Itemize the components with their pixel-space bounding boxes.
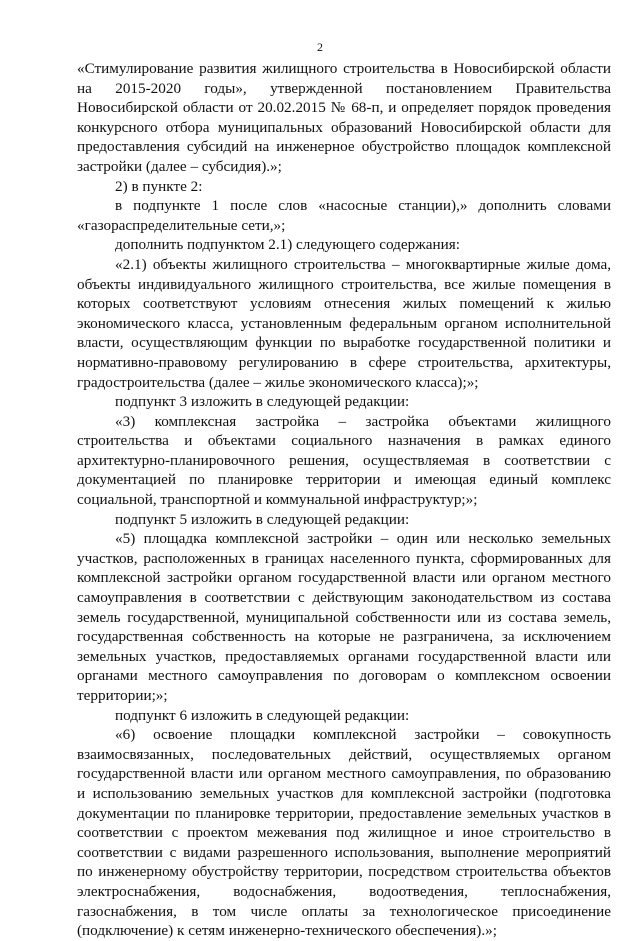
paragraph-subitem-2-1-text: «2.1) объекты жилищного строительства – многоквартирные жилые дома, объекты индивидуального жилищного строительства, все жилые помещения в которых соответствуют условиям отнесения жилых помещений к жилью экономического класса, установленным федеральным органом исполнительной власти, осуществляющим функции по выработке государственной политики и нормативно-правовому регулированию в сфере строительства, архитектуры, градостроительства (далее – жилье экономического класса);»; [77, 255, 611, 391]
paragraph-subitem-3-heading: подпункт 3 изложить в следующей редакции: [115, 393, 410, 411]
page-number: 2 [317, 40, 323, 54]
paragraph-subitem-5-text: «5) площадка комплексной застройки – один или несколько земельных участков, расположенных в границах населенного пункта, сформированных для комплексной застройки органом государственной власти или органом местного самоуправления в соответствии с действующим законодательством из состава земель государственной, муниципальной собственности или из состава земель, государственная собственность на которые не разграничена, за исключением земельных участков, предоставляемых органами государственной власти или органами местного самоуправления по договорам о комплексном освоении территории;»; [77, 530, 611, 704]
paragraph-subitem-6-text: «6) освоение площадки комплексной застройки – совокупность взаимосвязанных, последовательных действий, осуществляемых органом государственной власти или органом местного самоуправления, по образованию и использованию земельных участков для комплексной застройки (подготовка документации по планировке территории, предоставление земельных участков в соответствии с проектом межевания под жилищное и иное строительство в соответствии с видами разрешенного использования, выполнение мероприятий по инженерному обустройству территории, посредством строительства объектов электроснабжения, водоснабжения, водоотведения, теплоснабжения, газоснабжения, в том числе оплаты за технологическое присоединение (подключение) к сетям инженерно-технического обеспечения).»; [77, 726, 611, 940]
paragraph-subitem-6-heading: подпункт 6 изложить в следующей редакции: [115, 706, 410, 724]
paragraph-subitem-1-amendment: в подпункте 1 после слов «насосные станции),» дополнить словами «газораспределительные сети,»; [77, 197, 611, 234]
paragraph-subitem-3-text: «3) комплексная застройка – застройка объектами жилищного строительства и объектами социального назначения в рамках единого архитектурно-планировочного решения, осуществляемая в соответствии с документацией по планировке территории и имеющая единый комплекс социальной, транспортной и коммунальной инфраструктур;»; [77, 412, 611, 509]
document-body [77, 59, 611, 941]
paragraph-program-title: «Стимулирование развития жилищного строительства в Новосибирской области на 2015-2020 годы», утвержденной постановлением Правительства Новосибирской области от 20.02.2015 № 68-п, и определяет порядок проведения конкурсного отбора муниципальных образований Новосибирской области для предоставления субсидий на инженерное обустройство площадок комплексной застройки (далее – субсидия).»; [77, 60, 611, 175]
paragraph-subitem-5-heading: подпункт 5 изложить в следующей редакции: [115, 510, 410, 528]
paragraph-add-subitem-2-1: дополнить подпунктом 2.1) следующего содержания: [115, 236, 460, 254]
paragraph-item-2-heading: 2) в пункте 2: [115, 177, 203, 195]
